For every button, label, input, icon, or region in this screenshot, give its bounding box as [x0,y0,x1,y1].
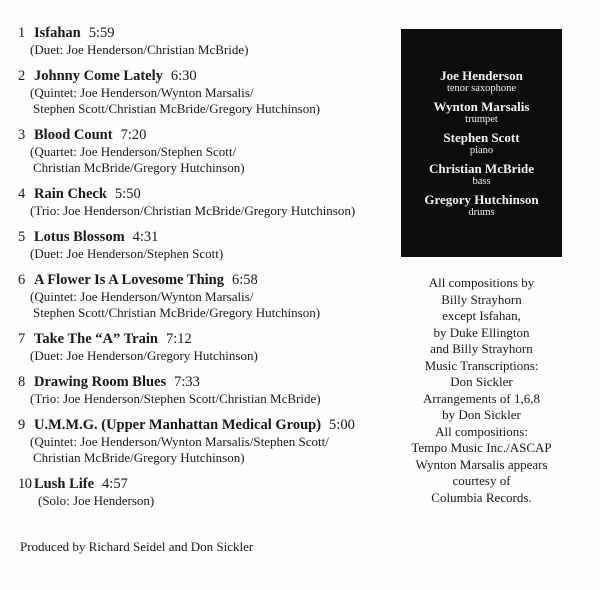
track-title: Drawing Room Blues [34,374,167,390]
musician-name: Joe Henderson [440,68,523,83]
musician-instrument: bass [472,176,491,187]
musician-instrument: tenor saxophone [446,83,517,94]
track-personnel [18,348,398,364]
track-item [18,67,398,117]
track-duration: 5:59 [88,25,115,41]
track-number: 8 [18,374,26,390]
personnel-line: (Trio: Joe Henderson/Stephen Scott/Christian McBride) [30,391,321,406]
track-heading [18,185,398,203]
composition-notes [401,275,562,506]
track-title: Johnny Come Lately [34,68,163,84]
track-duration: 7:12 [165,331,192,347]
personnel-line: (Quintet: Joe Henderson/Wynton Marsalis/ [30,85,254,100]
track-title: A Flower Is A Lovesome Thing [34,272,225,288]
track-title: Blood Count [34,127,113,143]
musician-entry [401,130,562,156]
musician-list [401,29,562,218]
track-list [18,24,398,518]
track-item [18,373,398,407]
track-item [18,271,398,321]
personnel-line: Christian McBride/Gregory Hutchinson) [33,450,245,465]
musician-name: Christian McBride [428,161,535,176]
musician-name: Wynton Marsalis [433,99,530,114]
note-line: by Duke Ellington [433,324,530,340]
track-personnel [18,246,398,262]
note-line: and Billy Strayhorn [430,341,533,356]
musicians-panel [401,29,562,257]
track-heading [18,24,398,42]
musician-entry [401,68,562,94]
track-heading [18,475,398,493]
track-personnel [18,289,398,321]
note-line: Columbia Records. [431,489,532,505]
track-personnel [18,144,398,176]
note-line: Billy Strayhorn [441,291,522,307]
personnel-line: (Trio: Joe Henderson/Christian McBride/Gregory Hutchinson) [30,203,356,218]
track-duration: 5:50 [114,186,141,202]
track-number: 6 [18,272,26,288]
track-number: 4 [18,186,26,202]
track-duration: 4:57 [102,476,128,492]
track-item [18,126,398,176]
note-line: All compositions: [435,423,528,439]
musician-entry [401,161,562,187]
track-item [18,24,398,58]
track-personnel [18,434,398,466]
personnel-line: (Solo: Joe Henderson) [38,493,155,508]
track-personnel [18,493,398,509]
track-title: U.M.M.G. (Upper Manhattan Medical Group) [34,417,322,433]
track-duration: 7:20 [120,127,147,143]
track-heading [18,228,398,246]
note-line: Wynton Marsalis appears [415,456,548,472]
track-duration: 6:58 [232,272,258,288]
track-heading [18,67,398,85]
track-number: 9 [18,417,26,433]
track-title: Take The “A” Train [34,331,158,347]
track-duration: 5:00 [329,417,355,433]
track-heading [18,126,398,144]
track-heading [18,416,398,434]
note-line: Arrangements of 1,6,8 [423,390,540,406]
note-line: Tempo Music Inc./ASCAP [411,440,552,455]
track-number: 10 [18,476,32,492]
musician-instrument: drums [468,207,495,218]
musician-entry [401,99,562,125]
track-personnel [18,391,398,407]
musician-instrument: trumpet [465,114,498,125]
musician-name: Stephen Scott [443,130,520,145]
track-title: Isfahan [34,25,81,41]
track-personnel [18,85,398,117]
personnel-line: (Quintet: Joe Henderson/Wynton Marsalis/ [30,289,254,304]
track-number: 3 [18,127,26,143]
note-line: All compositions by [428,275,535,290]
track-item [18,416,398,466]
track-number: 1 [18,25,26,41]
track-personnel [18,203,398,219]
track-item [18,330,398,364]
personnel-line: (Duet: Joe Henderson/Christian McBride) [30,42,249,57]
track-heading [18,330,398,348]
note-line: courtesy of [452,473,511,488]
musician-entry [401,192,562,218]
track-duration: 7:33 [174,374,200,390]
note-line: by Don Sickler [442,407,521,422]
track-title: Lotus Blossom [34,229,125,245]
personnel-line: Christian McBride/Gregory Hutchinson) [33,160,245,175]
note-line: Music Transcriptions: [424,357,539,373]
personnel-line: (Quartet: Joe Henderson/Stephen Scott/ [30,144,237,159]
musician-name: Gregory Hutchinson [424,192,539,207]
personnel-line: (Duet: Joe Henderson/Stephen Scott) [30,246,224,261]
track-personnel [18,42,398,58]
personnel-line: Stephen Scott/Christian McBride/Gregory Hutchinson) [33,305,321,320]
personnel-line: Stephen Scott/Christian McBride/Gregory Hutchinson) [33,101,321,116]
personnel-line: (Duet: Joe Henderson/Gregory Hutchinson) [30,348,258,363]
musician-instrument: piano [469,145,494,156]
track-item [18,475,398,509]
track-item [18,228,398,262]
track-title: Lush Life [34,476,95,492]
note-line: except Isfahan, [442,308,521,323]
note-line: Don Sickler [450,374,513,389]
track-number: 5 [18,229,26,245]
track-duration: 4:31 [132,229,159,245]
track-heading [18,373,398,391]
track-number: 7 [18,331,26,347]
track-title: Rain Check [34,186,107,202]
track-item [18,185,398,219]
producer-credit: Produced by Richard Seidel and Don Sickler [20,539,254,554]
track-heading [18,271,398,289]
personnel-line: (Quintet: Joe Henderson/Wynton Marsalis/Stephen Scott/ [30,434,329,449]
track-number: 2 [18,68,26,84]
track-duration: 6:30 [170,68,197,84]
